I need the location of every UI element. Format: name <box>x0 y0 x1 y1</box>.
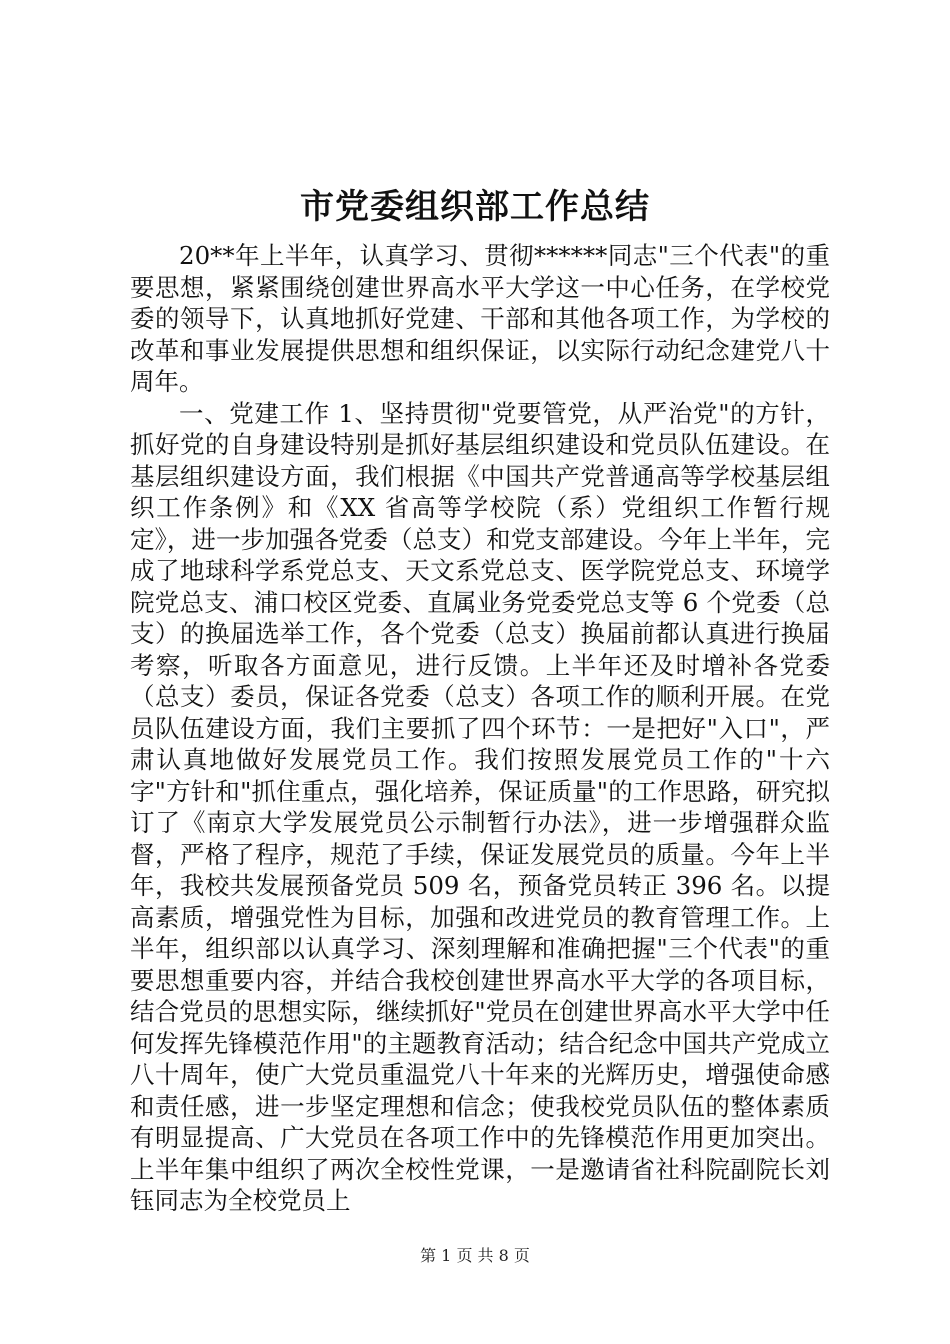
document-title: 市党委组织部工作总结 <box>300 187 650 227</box>
page-footer: 第 1 页 共 8 页 <box>420 1246 530 1265</box>
paragraph-party-building: 一、党建工作 1、坚持贯彻"党要管党，从严治党"的方针，抓好党的自身建设特别是抓好基层组织建设和党员队伍建设。在基层组织建设方面，我们根据《中国共产党普通高等学校基层组织工作条例》和《XX 省高等学校院（系）党组织工作暂行规定》，进一步加强各党委（总支）和党支部建设。今年上半年，完成了地球科学系党总支、天文系党总支、医学院党总支、环境学院党总支、浦口校区党委、直属业务党委党总支等 6 个党委（总支）的换届选举工作，各个党委（总支）换届前都认真进行换届考察，听取各方面意见，进行反馈。上半年还及时增补各党委（总支）委员，保证各党委（总支）各项工作的顺利开展。在党员队伍建设方面，我们主要抓了四个环节：一是把好"入口"，严肃认真地做好发展党员工作。我们按照发展党员工作的"十六字"方针和"抓住重点，强化培养，保证质量"的工作思路，研究拟订了《南京大学发展党员公示制暂行办法》，进一步增强群众监督，严格了程序，规范了手续，保证发展党员的质量。今年上半年，我校共发展预备党员 509 名，预备党员转正 396 名。以提高素质，增强党性为目标，加强和改进党员的教育管理工作。上半年，组织部以认真学习、深刻理解和准确把握"三个代表"的重要思想重要内容，并结合我校创建世界高水平大学的各项目标，结合党员的思想实际，继续抓好"党员在创建世界高水平大学中任何发挥先锋模范作用"的主题教育活动；结合纪念中国共产党成立八十周年，使广大党员重温党八十年来的光辉历史，增强使命感和责任感，进一步坚定理想和信念；使我校党员队伍的整体素质有明显提高、广大党员在各项工作中的先锋模范作用更加突出。上半年集中组织了两次全校性党课，一是邀请省社科院副院长刘钰同志为全校党员上 <box>130 398 830 1215</box>
paragraph-intro: 20**年上半年，认真学习、贯彻******同志"三个代表"的重要思想，紧紧围绕创建世界高水平大学这一中心任务，在学校党委的领导下，认真地抓好党建、干部和其他各项工作，为学校的改革和事业发展提供思想和组织保证，以实际行动纪念建党八十周年。 <box>130 241 830 396</box>
document-body <box>130 240 830 1217</box>
